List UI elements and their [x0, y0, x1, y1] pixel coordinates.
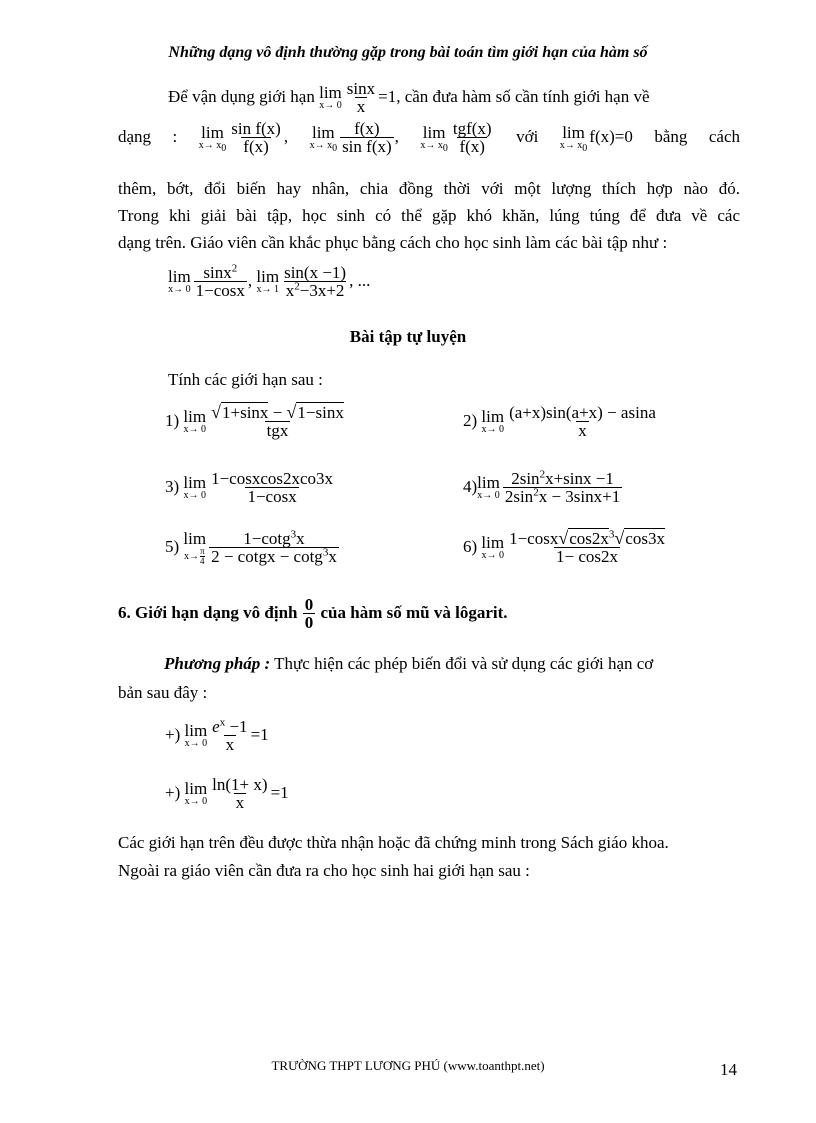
section-title: Bài tập tự luyện — [349, 327, 467, 346]
lim-operator: lim x→ 1 — [256, 267, 280, 295]
fraction-tgfx-fx: $\frac{\text{tgf(x)}}{f(x)}$ — [452, 119, 492, 156]
basic-limit-2: +) lim x→ 0 $\frac{\ln(1+ x)}{x}$ =1 — [165, 775, 289, 812]
exercise-6: 6) lim x→ 0 $\frac{1-\cos x√\cos 2x^3√\cos 3x}{1- \cos 2x}$ — [463, 528, 665, 566]
lim-operator: lim x→ x0 — [309, 123, 338, 154]
lim-operator: lim x→ 0 — [481, 533, 505, 561]
exercise1-fraction: $\frac{√1+\sin x - √1-\sin x}{\text{tgx}}$ — [211, 402, 344, 440]
example2-fraction: $\frac{\sin(x -1)}{x^2-3x+2}$ — [284, 263, 347, 300]
exercise4-fraction: $\frac{2\sin^2x+\sin x -1}{2\sin^2x - 3\sin x+1}$ — [504, 468, 621, 506]
lim-operator: lim x→ $\frac{\pi}{4}$ — [183, 528, 207, 566]
exercise-5: 5) lim x→ $\frac{\pi}{4}$ $\frac{1-\cot g^3x}{2 - cotgx - \cot g^3x}$ — [165, 528, 337, 566]
exercise5-fraction: $\frac{1-\cot g^3x}{2 - cotgx - \cot g^3x}$ — [211, 528, 337, 566]
para1-line4: Trong khi giải bài tập, học sinh có thể gặp khó khăn, lúng túng để đưa về các — [118, 206, 740, 225]
lim-operator: lim x→ x0 — [559, 123, 588, 154]
page-footer: TRƯỜNG THPT LƯƠNG PHÚ (www.toanthpt.net) — [271, 1058, 545, 1073]
lim-operator: lim x→ 0 — [184, 779, 208, 807]
basic-limit-2-fraction: $\frac{\ln(1+ x)}{x}$ — [212, 775, 268, 812]
fraction-sinx-x: $\frac{\sin x}{x}$ — [346, 79, 376, 116]
para1-line5: dạng trên. Giáo viên cần khắc phục bằng cách cho học sinh làm các bài tập như : — [118, 233, 668, 252]
examples-line: lim x→ 0 $\frac{\sin x^2}{1-\cos x}$ , lim x→ 1 $\frac{\sin(x -1)}{x^2-3x+2}$ , ... — [168, 262, 371, 300]
lim-operator: lim x→ 0 — [481, 407, 505, 435]
lim-operator: lim x→ 0 — [168, 267, 191, 295]
lim-operator: lim x→ x0 — [198, 123, 227, 154]
rest-text: , cần đưa hàm số cần tính giới hạn về — [396, 86, 650, 106]
fraction-sinfx-fx: $\frac{\text{sin f(x)}}{f(x)}$ — [231, 119, 281, 156]
lim-operator: lim x→ 0 — [183, 473, 207, 501]
exercise-1: 1) lim x→ 0 $\frac{√1+\sin x - √1-\sin x}{\text{tgx}}$ — [165, 402, 344, 440]
closing-line2: Ngoài ra giáo viên cần đưa ra cho học sinh hai giới hạn sau : — [118, 861, 530, 880]
lim-operator: lim x→ 0 — [183, 407, 207, 435]
page-number: 14 — [720, 1060, 737, 1079]
basic-limit-1-fraction: $\frac{e^x -1}{x}$ — [212, 716, 248, 754]
example1-fraction: $\frac{\sin x^2}{1-\cos x}$ — [195, 262, 245, 300]
exercise-3: 3) lim x→ 0 $\frac{\text{1−cosxcos2xco3x}}{1-\cos x}$ — [165, 469, 334, 506]
intro-text: Để vận dụng giới hạn — [168, 86, 315, 106]
lim-operator: lim x→ 0 — [319, 83, 342, 111]
method-label: Phương pháp : — [164, 654, 271, 673]
lim-operator: lim x→ 0 — [184, 721, 208, 749]
basic-limit-1: +) lim x→ 0 $\frac{e^x -1}{x}$ =1 — [165, 716, 269, 754]
para1-line2: dạng : lim x→ x0 $\frac{\text{sin f(x)}}{f(x)}$ , lim x→ x0 $\frac{f(x)}{\text{sin f(x)}}$ , lim x→ x0 $\frac{\text{tgf(x)}}{f(x)}$ với lim x→ x0 f(x)=0 bằng cách — [118, 119, 741, 156]
closing-line1: Các giới hạn trên đều được thừa nhận hoặc đã chứng minh trong Sách giáo khoa. — [118, 833, 669, 852]
lim-operator: lim x→ 0 — [477, 473, 500, 501]
exercise-4: 4) lim x→ 0 $\frac{2\sin^2x+\sin x -1}{2\sin^2x - 3\sin x+1}$ — [463, 468, 621, 506]
fraction-fx-sinfx: $\frac{f(x)}{\text{sin f(x)}}$ — [342, 119, 392, 156]
exercises-intro: Tính các giới hạn sau : — [168, 370, 323, 389]
exercise6-fraction: $\frac{1-\cos x√\cos 2x^3√\cos 3x}{1- \cos 2x}$ — [509, 528, 665, 566]
exercise-2: 2) lim x→ 0 $\frac{(a+x)\sin(a+x) - asina}{x}$ — [463, 403, 656, 440]
para1-line1: Để vận dụng giới hạn lim x→ 0 $\frac{\sin x}{x}$ =1, cần đưa hàm số cần tính giới hạn về — [168, 79, 650, 116]
lim-operator: lim x→ x0 — [420, 123, 448, 154]
zero-over-zero: $\frac{0}{0}$ — [304, 595, 314, 632]
exercise3-fraction: $\frac{\text{1−cosxcos2xco3x}}{1-\cos x}$ — [211, 469, 334, 506]
para1-line3: thêm, bớt, đổi biến hay nhân, chia đồng thời với một lượng thích hợp nào đó. — [118, 179, 740, 198]
section6-heading: 6. Giới hạn dạng vô định $\frac{0}{0}$ của hàm số mũ và lôgarit. — [118, 595, 508, 632]
page-header: Những dạng vô định thường gặp trong bài toán tìm giới hạn của hàm số — [168, 44, 648, 61]
method-line1: Phương pháp : Thực hiện các phép biến đổi và sử dụng các giới hạn cơ — [164, 654, 654, 673]
method-line2: bản sau đây : — [118, 683, 208, 702]
exercise2-fraction: $\frac{(a+x)\sin(a+x) - asina}{x}$ — [509, 403, 656, 440]
